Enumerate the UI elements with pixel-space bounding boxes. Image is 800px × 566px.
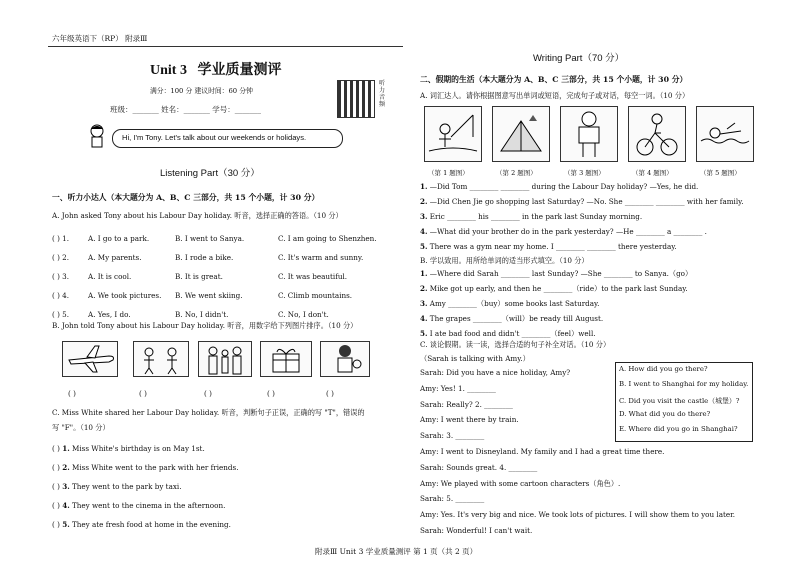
caption-3: （第 3 题图） xyxy=(564,169,605,177)
fill-item[interactable]: 3. Amy ________（buy）some books last Saturday. xyxy=(420,299,600,308)
option-b: B. I went to Sanya. xyxy=(175,234,245,243)
caption-4: （第 4 题图） xyxy=(632,169,673,177)
fishing-image xyxy=(424,106,482,162)
boy-reading-image xyxy=(560,106,618,162)
dialogue-line: Sarah: 5. ________ xyxy=(420,494,485,504)
section-1-heading: 一、听力小达人（本大题分为 A、B、C 三部分，共 15 个小题，计 30 分） xyxy=(52,193,320,202)
option-c: C. It's warm and sunny. xyxy=(278,253,364,262)
fill-item[interactable]: 4. The grapes ________（will）be ready till August. xyxy=(420,314,604,323)
part-b-blank-2[interactable]: ( ) xyxy=(139,389,147,398)
question-number[interactable]: ( ) 1. xyxy=(52,234,70,243)
dialogue-line: Amy: Yes. It's very big and nice. We took lots of pictures. I will show them to you later. xyxy=(420,510,736,520)
boy-eating-image xyxy=(320,341,370,377)
writing-part-c-instruction: C. 谈论假期。读一读，选择合适的句子补全对话。（10 分） xyxy=(420,340,611,349)
option-item: A. How did you go there? xyxy=(619,365,708,373)
part-b-blank-3[interactable]: ( ) xyxy=(204,389,212,398)
family-image xyxy=(198,341,252,377)
fishing-icon xyxy=(425,107,481,161)
dialogue-line: Amy: Yes! 1. ________ xyxy=(420,383,496,393)
dialogue-context: （Sarah is talking with Amy.） xyxy=(420,354,530,363)
kids-playing-image xyxy=(133,341,189,377)
part-b-instruction: B. John told Tony about his Labour Day holiday. 听音，用数字给下列图片排序。（10 分） xyxy=(52,321,358,330)
true-false-item[interactable]: ( ) 1. Miss White's birthday is on May 1st. xyxy=(52,444,205,453)
dialogue-line: Amy: We played with some cartoon characters（角色）. xyxy=(420,478,621,488)
vocab-item[interactable]: 2. —Did Chen Jie go shopping last Saturday? —No. She ________ ________ with her family. xyxy=(420,197,744,206)
option-a: A. My parents. xyxy=(88,253,142,262)
option-a: A. We took pictures. xyxy=(88,291,162,300)
dialogue-line: Amy: I went there by train. xyxy=(420,415,519,425)
option-b: B. No, I didn't. xyxy=(175,310,229,319)
boy-eating-icon xyxy=(321,342,369,376)
caption-5: （第 5 题图） xyxy=(700,169,741,177)
option-item: C. Did you visit the castle（城堡）? xyxy=(619,397,740,405)
gift-icon xyxy=(261,342,311,376)
swimming-image xyxy=(696,106,754,162)
dialogue-line: Sarah: Sounds great. 4. ________ xyxy=(420,462,538,472)
fill-item[interactable]: 5. I ate bad food and didn't ________（feel）well. xyxy=(420,329,596,338)
option-c: C. No, I don't. xyxy=(278,310,329,319)
question-number[interactable]: ( ) 3. xyxy=(52,272,70,281)
writing-part-a-instruction: A. 词汇达人。请你根据图意写出单词或短语，完成句子或对话，每空一词。（10 分） xyxy=(420,91,690,100)
part-c-instruction: C. Miss White shared her Labour Day holiday. 听音，判断句子正误，正确的写 "T"，错误的 xyxy=(52,408,365,417)
option-item: E. Where did you go in Shanghai? xyxy=(619,425,738,433)
writing-title: Writing Part（70 分） xyxy=(533,53,625,64)
true-false-item[interactable]: ( ) 5. They ate fresh food at home in the evening. xyxy=(52,520,231,529)
unit-title: Unit 3 学业质量测评 xyxy=(150,63,282,78)
caption-2: （第 2 题图） xyxy=(496,169,537,177)
option-b: B. We went skiing. xyxy=(175,291,243,300)
option-c: C. Climb mountains. xyxy=(278,291,353,300)
true-false-item[interactable]: ( ) 2. Miss White went to the park with her friends. xyxy=(52,463,239,472)
boy-icon xyxy=(86,124,108,150)
part-a-instruction: A. John asked Tony about his Labour Day holiday. 听音，选择正确的答语。（10 分） xyxy=(52,211,343,220)
section-2-heading: 二、假期的生活（本大题分为 A、B、C 三部分，共 15 个小题，计 30 分） xyxy=(420,75,688,84)
dialogue-line: Sarah: Wonderful! I can't wait. xyxy=(420,526,533,535)
bike-icon xyxy=(629,107,685,161)
student-fields: 班级：_______ 姓名：_______ 学号：_______ xyxy=(110,105,262,114)
part-b-blank-5[interactable]: ( ) xyxy=(326,389,334,398)
part-c-instruction-2: 写 "F"。（10 分） xyxy=(52,423,110,432)
airplane-icon xyxy=(63,342,117,376)
vocab-item[interactable]: 4. —What did your brother do in the park yesterday? —He ________ a ________ . xyxy=(420,227,707,236)
swimmer-icon xyxy=(697,107,753,161)
option-c: C. It was beautiful. xyxy=(278,272,348,281)
true-false-item[interactable]: ( ) 4. They went to the cinema in the afternoon. xyxy=(52,501,226,510)
riding-bike-image xyxy=(628,106,686,162)
qr-code xyxy=(337,80,375,118)
dialogue-line: Sarah: 3. ________ xyxy=(420,431,485,441)
boy-icon-2 xyxy=(561,107,617,161)
vocab-item[interactable]: 1. —Did Tom ________ ________ during the Labour Day holiday? —Yes, he did. xyxy=(420,182,699,191)
camping-image xyxy=(492,106,550,162)
writing-part-b-instruction: B. 学以致用。用所给单词的适当形式填空。（10 分） xyxy=(420,256,589,265)
qr-caption: 听力音频 xyxy=(379,80,386,108)
dialogue-line: Amy: I went to Disneyland. My family and I had a great time there. xyxy=(420,447,665,456)
option-c: C. I am going to Shenzhen. xyxy=(278,234,377,243)
question-number[interactable]: ( ) 5. xyxy=(52,310,70,319)
option-b: B. I rode a bike. xyxy=(175,253,234,262)
fill-item[interactable]: 1. —Where did Sarah ________ last Sunday? —She ________ to Sanya.（go） xyxy=(420,269,693,278)
option-a: A. It is cool. xyxy=(88,272,132,281)
exam-meta: 满分：100 分 建议时间：60 分钟 xyxy=(150,87,253,95)
question-number[interactable]: ( ) 4. xyxy=(52,291,70,300)
dialogue-line: Sarah: Did you have a nice holiday, Amy? xyxy=(420,368,571,377)
option-a: A. I go to a park. xyxy=(88,234,150,243)
listening-title: Listening Part（30 分） xyxy=(160,168,260,179)
option-item: B. I went to Shanghai for my holiday. xyxy=(619,380,749,388)
part-b-blank-4[interactable]: ( ) xyxy=(267,389,275,398)
fill-item[interactable]: 2. Mike got up early, and then he ________（ride）to the park last Sunday. xyxy=(420,284,688,293)
option-a: A. Yes, I do. xyxy=(88,310,131,319)
caption-1: （第 1 题图） xyxy=(428,169,469,177)
dialogue-line: Sarah: Really? 2. ________ xyxy=(420,399,513,409)
header-rule xyxy=(48,46,403,47)
airplane-image xyxy=(62,341,118,377)
page-header: 六年级英语下（RP） 附录Ⅲ xyxy=(52,34,148,43)
part-b-blank-1[interactable]: ( ) xyxy=(68,389,76,398)
vocab-item[interactable]: 3. Eric ________ his ________ in the park last Sunday morning. xyxy=(420,212,643,221)
question-number[interactable]: ( ) 2. xyxy=(52,253,70,262)
page-footer: 附录Ⅲ Unit 3 学业质量测评 第 1 页（共 2 页） xyxy=(315,547,478,556)
speech-text: Hi, I'm Tony. Let's talk about our weekends or holidays. xyxy=(122,133,307,142)
kids-icon xyxy=(134,342,188,376)
true-false-item[interactable]: ( ) 3. They went to the park by taxi. xyxy=(52,482,182,491)
option-b: B. It is great. xyxy=(175,272,223,281)
option-item: D. What did you do there? xyxy=(619,410,711,418)
family-icon xyxy=(199,342,251,376)
gift-image xyxy=(260,341,312,377)
tent-icon xyxy=(493,107,549,161)
vocab-item[interactable]: 5. There was a gym near my home. I ________ ________ there yesterday. xyxy=(420,242,677,251)
